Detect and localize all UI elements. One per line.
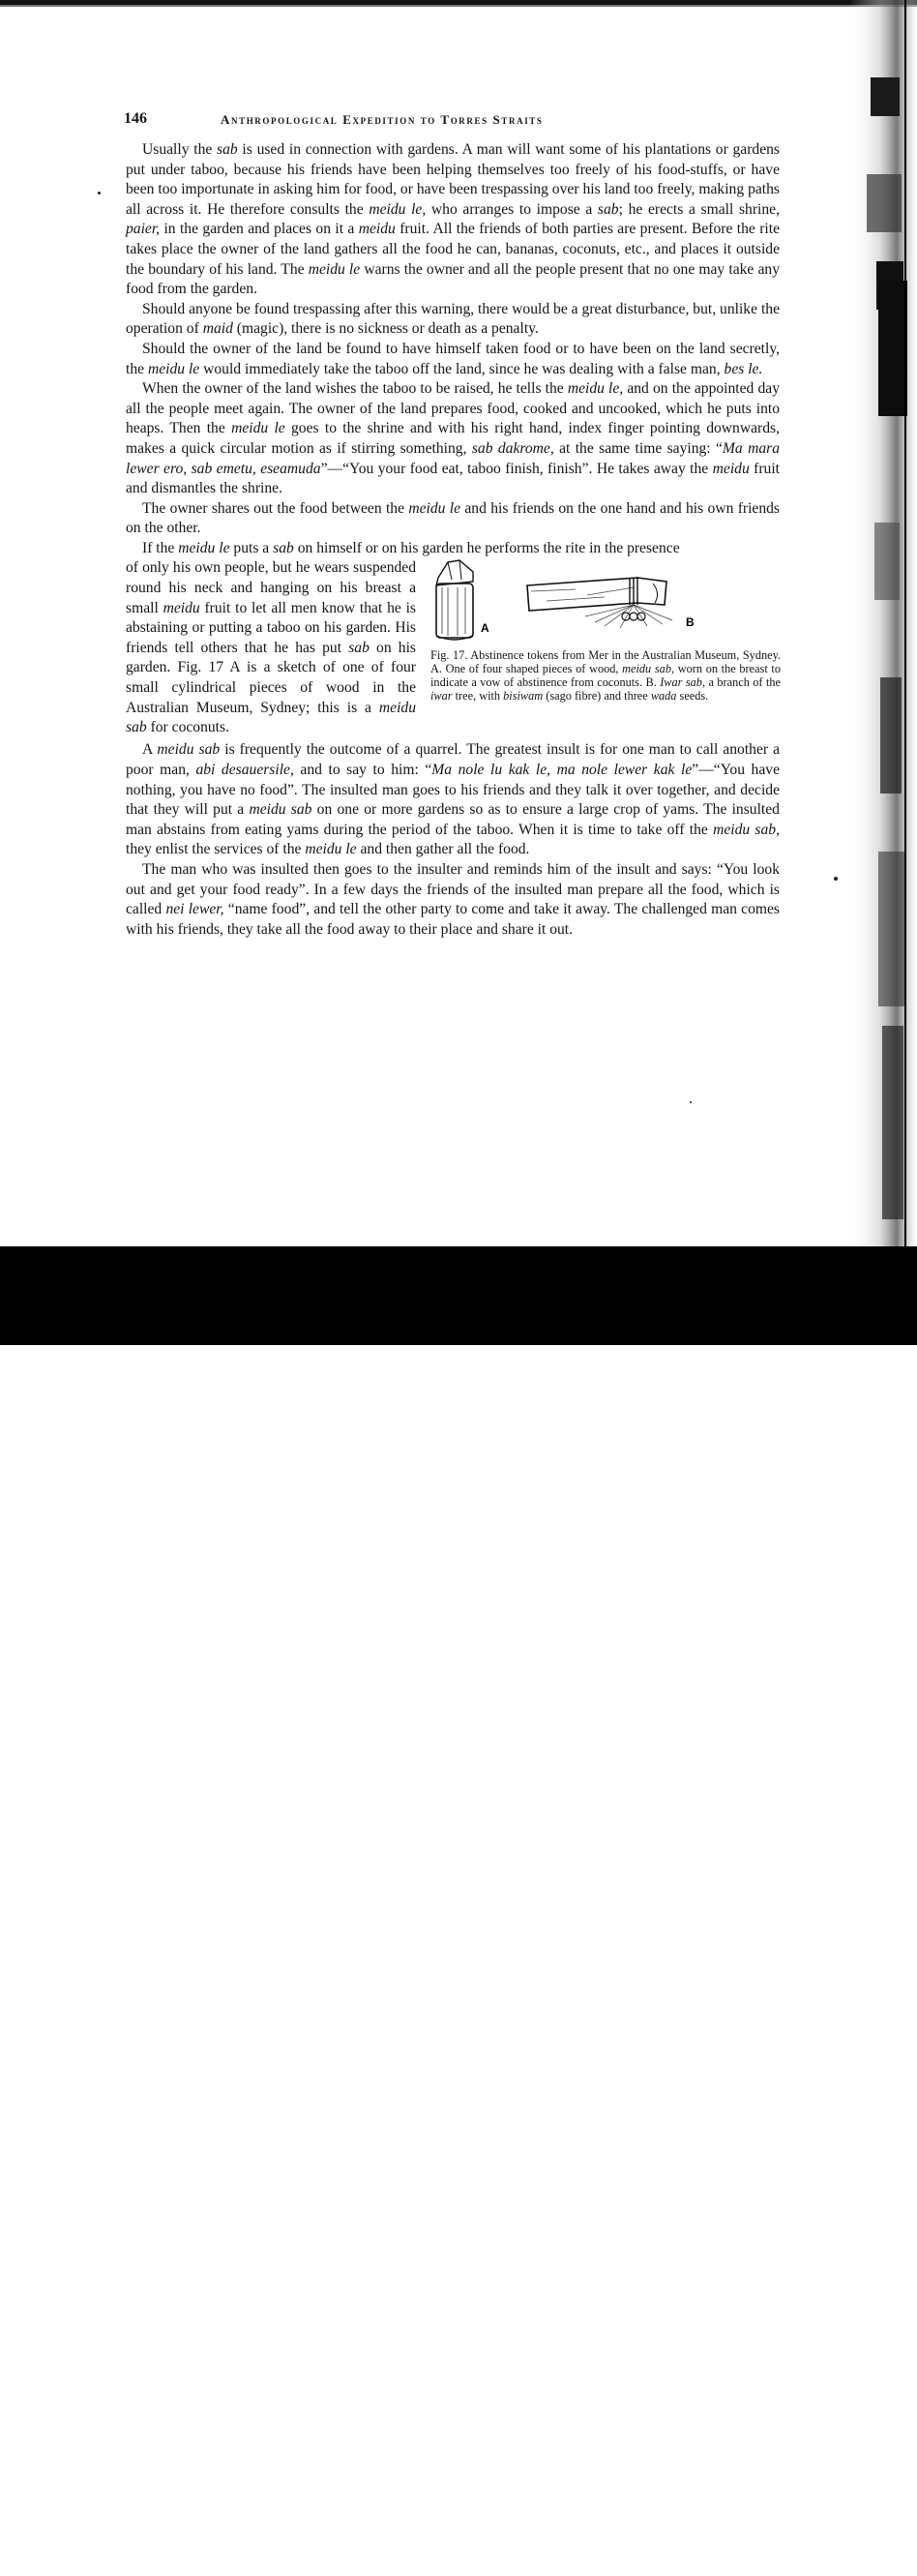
- paragraph: Should anyone be found trespassing after this warning, there would be a great disturbance, but, unlike the operation of maid (magic), there is no sickness or death as a penalty.: [126, 300, 780, 338]
- scan-speck: [834, 877, 838, 881]
- page-number: 146: [124, 110, 147, 127]
- paragraph: The man who was insulted then goes to the insulter and reminds him of the insult and says: “You look out and get your food ready”. In a few days the friends of the insulted man prepare all the food, which is called nei lewer, “name food”, and tell the other party to come and take it away. The challenged man comes with his friends, they take all the food away to their place and share it out.: [126, 861, 781, 938]
- paragraph: Usually the sab is used in connection with gardens. A man will want some of his plantations or gardens put under taboo, because his friends have been helping themselves too freely of his food-stuffs, or have been too importunate in asking him for food, or have been trespassing over his land too freely, making paths all across it. He therefore consults the meidu le, who arranges to impose a sab; he erects a small shrine, paier, in the garden and places on it a meidu fruit. All the friends of both parties are present. Before the rite takes place the owner of the land gathers all the food he can, bananas, coconuts, etc., and places it outside the boundary of his land. The meidu le warns the owner and all the people present that no one may take any food from the garden.: [126, 141, 781, 298]
- top-scan-border-shadow: [0, 5, 917, 7]
- figure-wrap: [126, 558, 780, 740]
- figure-17: [430, 558, 781, 703]
- paragraph: The owner shares out the food between the meidu le and his friends on the one hand and his own friends on the other.: [126, 499, 781, 537]
- figure-17-drawing: [430, 558, 781, 645]
- figure-caption: Fig. 17. Abstinence tokens from Mer in the Australian Museum, Sydney. A. One of four shaped pieces of wood, meidu sab, worn on the breast to indicate a vow of abstinence from coconuts. B. Iwar sab, a branch of the iwar tree, with bisiwam (sago fibre) and three wada seeds.: [430, 648, 781, 703]
- watermark-bar: [0, 1246, 917, 2576]
- paragraphs-bottom: [126, 740, 780, 940]
- token-b-sketch: [527, 577, 672, 628]
- running-head: Anthropological Expedition to Torres Straits: [221, 112, 544, 127]
- paragraph: of only his own people, but he wears suspended round his neck and hanging on his breast a small meidu fruit to let all men know that he is abstaining or putting a taboo on his garden. His friends tell others that he has put sab on his garden. Fig. 17 A is a sketch of one of four small cylindrical pieces of wood in the Australian Museum, Sydney; this is a meidu sab for coconuts.: [126, 559, 416, 736]
- alamy-logo: alamy: [35, 2506, 227, 2574]
- scan-speck: [690, 1101, 692, 1103]
- paragraph: If the meidu le puts a sab on himself or on his garden he performs the rite in the presence: [142, 539, 680, 556]
- token-a-sketch: [436, 560, 473, 640]
- paragraphs-top: [126, 140, 780, 558]
- scan-speck: [98, 192, 101, 195]
- scanned-page: [0, 0, 917, 1246]
- paragraph: Should the owner of the land be found to have himself taken food or to have been on the land secretly, the meidu le would immediately take the taboo off the land, since he was dealing with a false man, bes le.: [126, 340, 780, 377]
- paragraph: A meidu sab is frequently the outcome of a quarrel. The greatest insult is for one man to call another a poor man, abi desauersile, and to say to him: “Ma nole lu kak le, ma nole lewer kak le”—“You have nothing, you have no food”. The insulted man goes to his friends and they talk it over together, and decide that they will put a meidu sab on one or more gardens so as to ensure a large crop of yams. The insulted man abstains from eating yams during the period of the taboo. When it is time to take off the meidu sab, they enlist the services of the meidu le and then gather all the food.: [126, 741, 781, 858]
- figure-label-a: A: [481, 621, 489, 636]
- wrapped-paragraph: [126, 558, 416, 737]
- figure-label-b: B: [686, 615, 695, 630]
- body-text: [126, 140, 780, 940]
- paragraph: When the owner of the land wishes the taboo to be raised, he tells the meidu le, and on the appointed day all the people meet again. The owner of the land prepares food, cooked and uncooked, which he puts into heaps. Then the meidu le goes to the shrine and with his right hand, index finger pointing downwards, makes a quick circular motion as if stirring something, sab dakrome, at the same time saying: “Ma mara lewer ero, sab emetu, eseamuda”—“You your food eat, taboo finish, finish”. He takes away the meidu fruit and dismantles the shrine.: [126, 380, 781, 497]
- image-id: Image ID: P7Y68K: [638, 2528, 769, 2545]
- running-header: [124, 110, 782, 130]
- scanned-page-edge: [811, 0, 917, 1246]
- watermark-url: www.alamy.com: [703, 2559, 820, 2576]
